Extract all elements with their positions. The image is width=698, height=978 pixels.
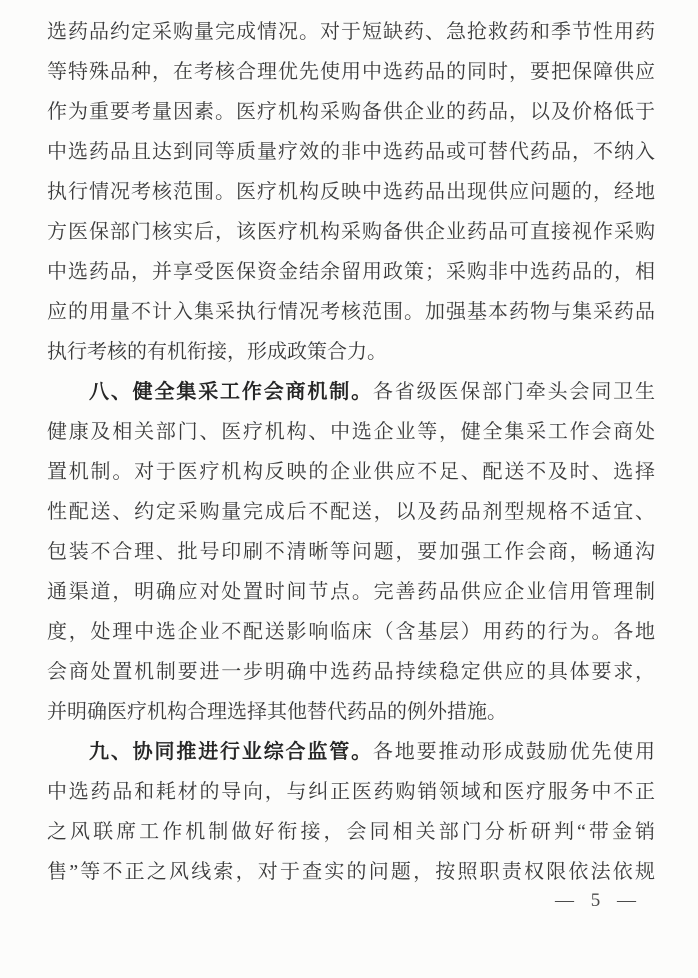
body-text: 各地要推动形成鼓励优先使用: [372, 741, 656, 763]
body-text: 会商处置机制要进一步明确中选药品持续稳定供应的具体要求，: [47, 661, 655, 683]
body-text: 并明确医疗机构合理选择其他替代药品的例外措施。: [47, 701, 507, 723]
body-text: 置机制。对于医疗机构反映的企业供应不足、配送不及时、选择: [47, 461, 655, 483]
text-line: [47, 12, 655, 52]
text-line: [47, 692, 655, 732]
page-number: — 5 —: [555, 890, 642, 911]
text-line: [47, 52, 655, 92]
text-line: [47, 452, 655, 492]
body-text: 方医保部门核实后，该医疗机构采购备供企业药品可直接视作采购: [47, 221, 655, 243]
text-line: [47, 652, 655, 692]
body-text: 中选药品和耗材的导向，与纠正医药购销领域和医疗服务中不正: [47, 781, 655, 803]
body-text: 度，处理中选企业不配送影响临床（含基层）用药的行为。各地: [47, 621, 655, 643]
body-text: 性配送、约定采购量完成后不配送，以及药品剂型规格不适宜、: [47, 501, 655, 523]
body-text: 包装不合理、批号印刷不清晰等问题，要加强工作会商，畅通沟: [47, 541, 655, 563]
text-line: [47, 92, 655, 132]
text-line: [47, 332, 655, 372]
body-text: 之风联席工作机制做好衔接，会同相关部门分析研判“带金销: [47, 821, 655, 843]
text-line: [47, 172, 655, 212]
text-line: [47, 532, 655, 572]
body-text: 中选药品且达到同等质量疗效的非中选药品或可替代药品，不纳入: [47, 141, 655, 163]
text-line: [47, 292, 655, 332]
text-line: [47, 492, 655, 532]
text-line: [47, 812, 655, 852]
text-line: [47, 612, 655, 652]
body-text: 售”等不正之风线索，对于查实的问题，按照职责权限依法依规: [47, 861, 655, 883]
body-text: 作为重要考量因素。医疗机构采购备供企业的药品，以及价格低于: [47, 101, 655, 123]
text-line: [47, 372, 655, 412]
body-text: 各省级医保部门牵头会同卫生: [372, 381, 656, 403]
text-line: [47, 252, 655, 292]
text-line: [47, 212, 655, 252]
body-text: 健康及相关部门、医疗机构、中选企业等，健全集采工作会商处: [47, 421, 655, 443]
body-text: 等特殊品种，在考核合理优先使用中选药品的同时，要把保障供应: [47, 61, 655, 83]
section-heading-text: 九、协同推进行业综合监管。: [89, 741, 373, 763]
text-line: [47, 572, 655, 612]
text-line: [47, 412, 655, 452]
text-line: [47, 132, 655, 172]
body-text: 应的用量不计入集采执行情况考核范围。加强基本药物与集采药品: [47, 301, 655, 323]
text-line: [47, 732, 655, 772]
section-heading-text: 八、健全集采工作会商机制。: [89, 381, 373, 403]
body-text: 执行考核的有机衔接，形成政策合力。: [47, 341, 387, 363]
body-text: 通渠道，明确应对处置时间节点。完善药品供应企业信用管理制: [47, 581, 655, 603]
body-text: 执行情况考核范围。医疗机构反映中选药品出现供应问题的，经地: [47, 181, 655, 203]
text-line: [47, 772, 655, 812]
document-text: [47, 12, 655, 892]
text-line: [47, 852, 655, 892]
body-text: 选药品约定采购量完成情况。对于短缺药、急抢救药和季节性用药: [47, 21, 655, 43]
body-text: 中选药品，并享受医保资金结余留用政策；采购非中选药品的，相: [47, 261, 655, 283]
